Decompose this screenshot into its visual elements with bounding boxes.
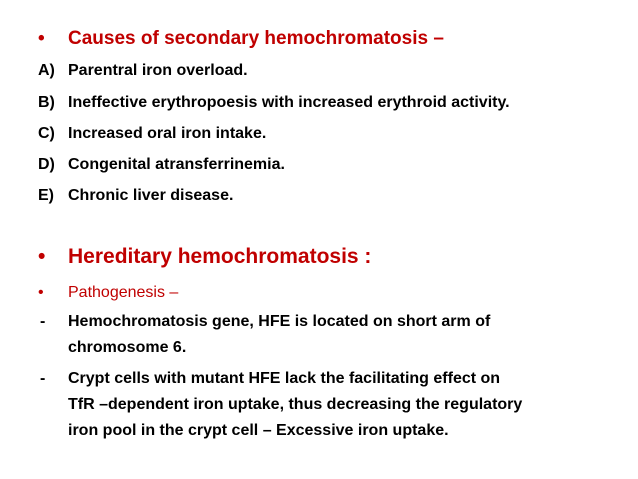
list-marker: C) xyxy=(38,125,55,142)
dash-marker: - xyxy=(40,370,46,387)
dash-marker: - xyxy=(40,313,46,330)
list-item-text: Ineffective erythropoesis with increased erythroid activity. xyxy=(68,94,510,111)
bullet-icon: • xyxy=(38,284,44,301)
point-line: chromosome 6. xyxy=(68,339,187,356)
bullet-icon: • xyxy=(38,28,45,49)
list-marker: D) xyxy=(38,156,55,173)
list-marker: E) xyxy=(38,187,54,204)
point-line: Crypt cells with mutant HFE lack the facilitating effect on xyxy=(68,370,501,387)
list-item-text: Increased oral iron intake. xyxy=(68,125,267,142)
list-marker: A) xyxy=(38,62,55,79)
list-item-text: Chronic liver disease. xyxy=(68,187,234,204)
secondary-heading: Causes of secondary hemochromatosis – xyxy=(68,28,444,49)
point-line: iron pool in the crypt cell – Excessive iron uptake. xyxy=(68,422,449,439)
pathogenesis-heading: Pathogenesis – xyxy=(68,284,179,301)
list-marker: B) xyxy=(38,94,55,111)
point-line: Hemochromatosis gene, HFE is located on short arm of xyxy=(68,313,491,330)
hereditary-heading: Hereditary hemochromatosis : xyxy=(68,245,372,268)
point-line: TfR –dependent iron uptake, thus decreasing the regulatory xyxy=(68,396,523,413)
list-item-text: Congenital atransferrinemia. xyxy=(68,156,285,173)
bullet-icon: • xyxy=(38,245,46,268)
list-item-text: Parentral iron overload. xyxy=(68,62,248,79)
